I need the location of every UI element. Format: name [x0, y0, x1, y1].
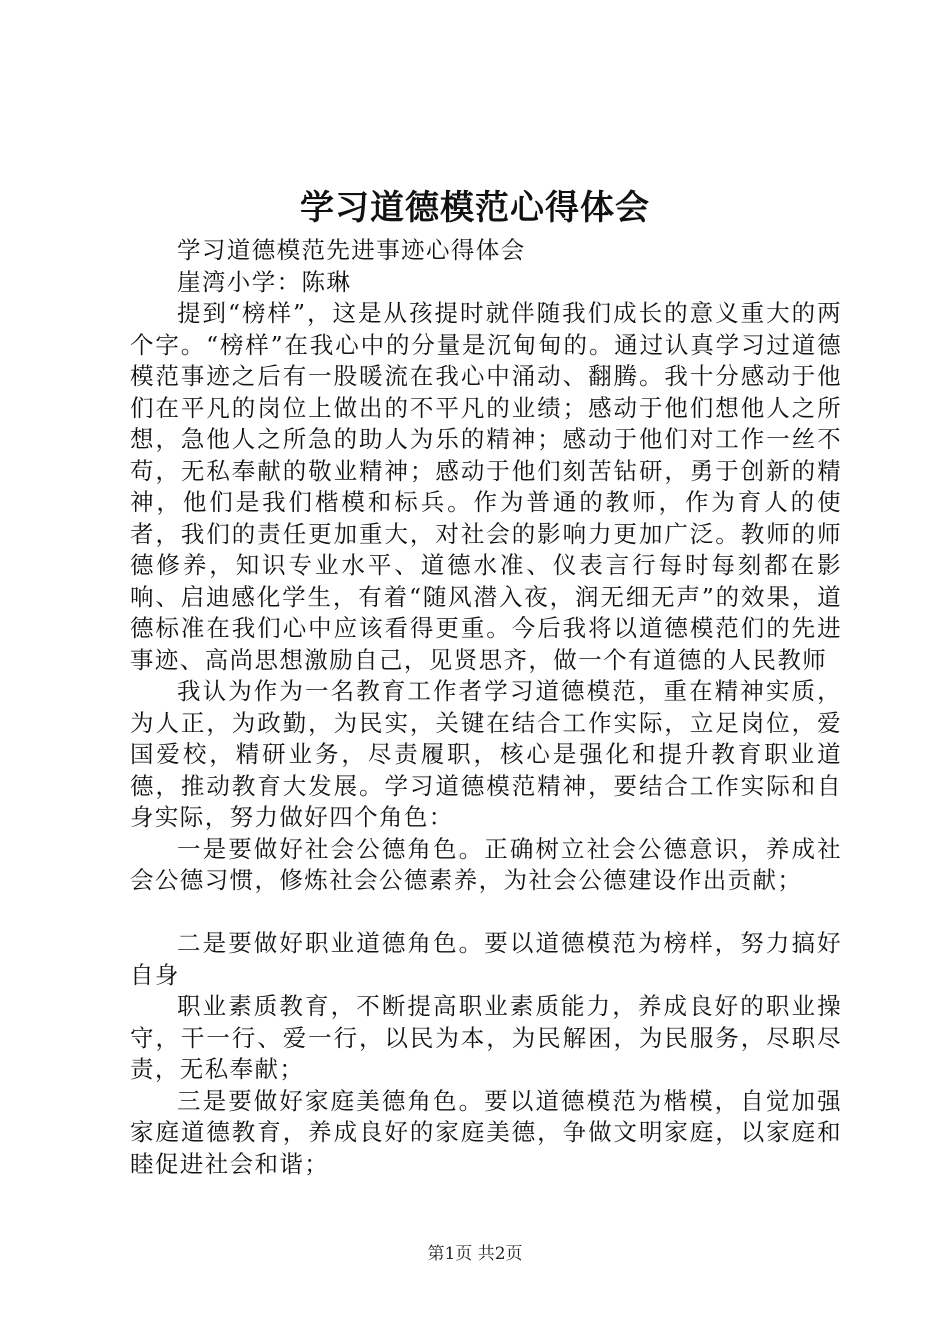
document-body — [130, 235, 842, 1180]
body-paragraph: 我认为作为一名教育工作者学习道德模范，重在精神实质，为人正，为政勤，为民实，关键在结合工作实际，立足岗位，爱国爱校，精研业务，尽责履职，核心是强化和提升教育职业道德，推动教育大发展。学习道德模范精神，要结合工作实际和自身实际，努力做好四个角色： — [130, 677, 842, 831]
author-line: 崖湾小学：陈琳 — [177, 267, 352, 296]
body-paragraph: 三是要做好家庭美德角色。要以道德模范为楷模，自觉加强家庭道德教育，养成良好的家庭美德，争做文明家庭，以家庭和睦促进社会和谐； — [130, 1086, 842, 1178]
body-paragraph: 提到“榜样”，这是从孩提时就伴随我们成长的意义重大的两个字。“榜样”在我心中的分量是沉甸甸的。通过认真学习过道德模范事迹之后有一股暖流在我心中涌动、翻腾。我十分感动于他们在平凡的岗位上做出的不平凡的业绩；感动于他们想他人之所想，急他人之所急的助人为乐的精神；感动于他们对工作一丝不苟，无私奉献的敬业精神；感动于他们刻苦钻研，勇于创新的精神，他们是我们楷模和标兵。作为普通的教师，作为育人的使者，我们的责任更加重大，对社会的影响力更加广泛。教师的师德修养，知识专业水平、道德水准、仪表言行每时每刻都在影响、启迪感化学生，有着“随风潜入夜，润无细无声”的效果，道德标准在我们心中应该看得更重。今后我将以道德模范们的先进事迹、高尚思想激励自己，见贤思齐，做一个有道德的人民教师 — [130, 299, 842, 674]
subtitle-paragraph: 学习道德模范先进事迹心得体会 — [177, 236, 526, 264]
body-paragraph: 一是要做好社会公德角色。正确树立社会公德意识，养成社会公德习惯，修炼社会公德素养，为社会公德建设作出贡献； — [130, 834, 842, 894]
page-footer: 第1页 共2页 — [427, 1244, 523, 1264]
document-title: 学习道德模范心得体会 — [300, 188, 650, 228]
blank-line — [130, 897, 842, 929]
body-paragraph: 二是要做好职业道德角色。要以道德模范为榜样，努力搞好自身 — [130, 929, 842, 989]
body-paragraph: 职业素质教育，不断提高职业素质能力，养成良好的职业操守，干一行、爱一行，以民为本，为民解困，为民服务，尽职尽责，无私奉献； — [130, 992, 842, 1083]
